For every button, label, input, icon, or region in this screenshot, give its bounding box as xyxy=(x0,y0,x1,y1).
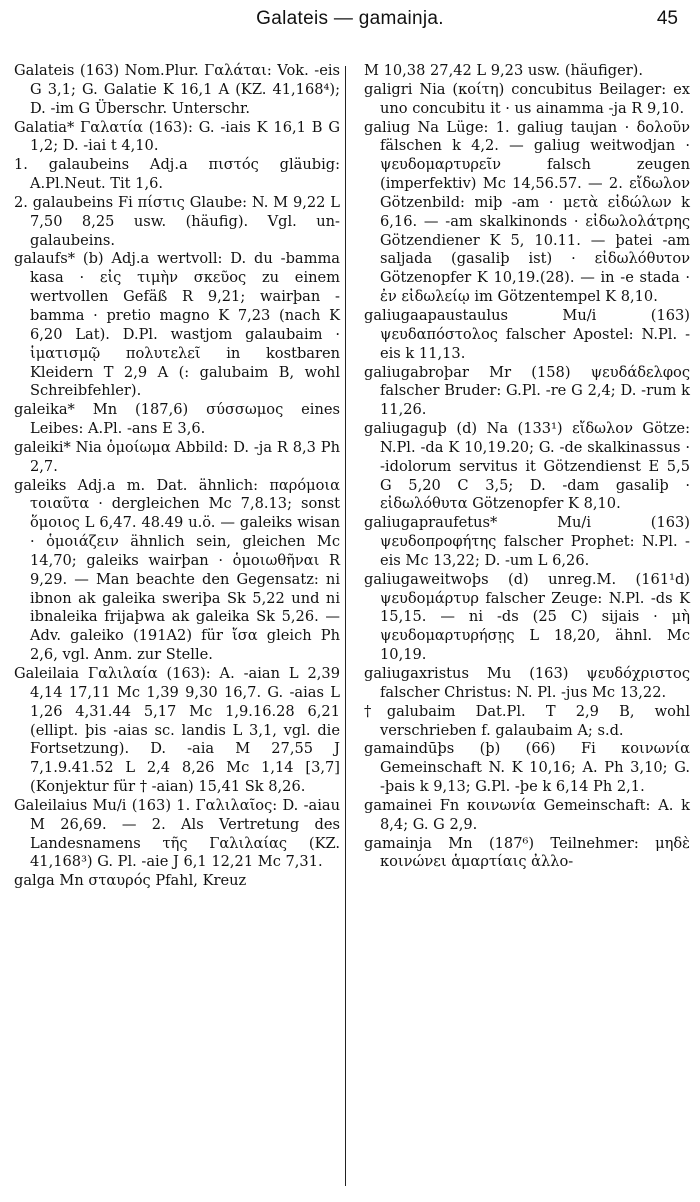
dictionary-entry: Galeilaius Mu/i (163) 1. Γαλιλαῖος: D. -aiau M 26,69. — 2. Als Vertretung des Landesnamens τῆς Γαλιλαίας (KZ. 41,168³) G. Pl. -aie J 6,1 12,21 Mc 7,31. xyxy=(14,796,340,871)
right-column xyxy=(364,62,690,872)
page-number: 45 xyxy=(656,8,678,29)
dictionary-entry: Galatia* Γαλατία (163): G. -iais K 16,1 B G 1,2; D. -iai t 4,10. xyxy=(14,118,340,155)
dictionary-entry: galeika* Mn (187,6) σύσσωμος eines Leibes: A.Pl. -ans E 3,6. xyxy=(14,401,340,438)
dictionary-entry: M 10,38 27,42 L 9,23 usw. (häufiger). xyxy=(364,62,644,79)
dictionary-entry: Galateis (163) Nom.Plur. Γαλάται: Vok. -eis G 3,1; G. Galatie K 16,1 A (KZ. 41,168⁴); D. -im G Überschr. Unterschr. xyxy=(14,62,340,117)
dictionary-entry: galiug Na Lüge: 1. galiug taujan · δολοῦν fälschen k 4,2. — galiug weitwodjan · ψευδομαρτυρεῖν falsch zeugen (imperfektiv) Mc 14,56.57. — 2. εἴδωλον Götzenbild: miþ -am · μετὰ εἰδώλων k 6,16. — -am skalkinonds · εἰδωλολάτρης Götzendiener K 5, 10.11. — þatei -am saljada (gasaliþ ist) · εἰδωλόθυτον Götzenopfer K 10,19.(28). — in -e stada · ἐν εἰδωλείῳ im Götzentempel K 8,10. xyxy=(364,118,690,306)
dictionary-entry: 1. galaubeins Adj.a πιστός gläubig: A.Pl.Neut. Tit 1,6. xyxy=(14,156,340,193)
dictionary-entry: galeiks Adj.a m. Dat. ähnlich: παρόμοια τοιαῦτα · dergleichen Mc 7,8.13; sonst ὅμοιος L 6,47. 48.49 u.ö. — galeiks wisan · ὁμοιάζειν ähnlich sein, gleichen Mc 14,70; galeiks wairþan · ὁμοιωθῆναι R 9,29. — Man beachte den Gegensatz: ni ibnon ak galeika sweriþa Sk 5,22 und ni ibnaleika frijaþwa ak galeika Sk 5,26. — Adv. galeiko (191A2) für ἴσα gleich Ph 2,6, vgl. Anm. zur Stelle. xyxy=(14,476,340,664)
dictionary-entry: gamainei Fn κοινωνία Gemeinschaft: A. k 8,4; G. G 2,9. xyxy=(364,796,690,833)
left-column xyxy=(14,62,340,891)
dictionary-entry: galeiki* Nia ὁμοίωμα Abbild: D. -ja R 8,3 Ph 2,7. xyxy=(14,438,340,475)
running-header xyxy=(0,8,700,36)
dictionary-entry: Galeilaia Γαλιλαία (163): A. -aian L 2,39 4,14 17,11 Mc 1,39 9,30 16,7. G. -aias L 1,26 4,31.44 5,17 Mc 1,9.16.28 6,21 (ellipt. þis -aias sc. landis L 3,1, vgl. die Fortsetzung). D. -aia M 27,55 J 7,1.9.41.52 L 2,4 8,26 Mc 1,14 [3,7] (Konjektur für † -aian) 15,41 Sk 8,26. xyxy=(14,665,340,796)
dictionary-entry: galigri Nia (κοίτη) concubitus Beilager: ex uno concubitu it · us ainamma -ja R 9,10. xyxy=(364,80,690,117)
dictionary-entry: galga Mn σταυρός Pfahl, Kreuz xyxy=(14,872,247,890)
dictionary-entry: †galubaim Dat.Pl. T 2,9 B, wohl verschrieben f. galaubaim A; s.d. xyxy=(364,702,690,739)
page-title: Galateis — gamainja. xyxy=(256,8,444,29)
dictionary-entry: galiugaapaustaulus Mu/i (163) ψευδαπόστολος falscher Apostel: N.Pl. -eis k 11,13. xyxy=(364,306,690,362)
dictionary-entry: gamaindūþs (þ) (66) Fi κοινωνία Gemeinschaft N. K 10,16; A. Ph 3,10; G. -þais k 9,13; G.Pl. -þe k 6,14 Ph 2,1. xyxy=(364,740,690,796)
dictionary-entry: galiugaweitwoþs (d) unreg.M. (161¹d) ψευδομάρτυρ falscher Zeuge: N.Pl. -ds K 15,15. — ni -ds (25 C) sijais · μὴ ψευδομαρτυρήσῃς L 18,20, ähnl. Mc 10,19. xyxy=(364,570,690,664)
dictionary-entry: galiugapraufetus* Mu/i (163) ψευδοπροφήτης falscher Prophet: N.Pl. -eis Mc 13,22; D. -um L 6,26. xyxy=(364,514,690,569)
dictionary-entry: galiugabroþar Mr (158) ψευδάδελφος falscher Bruder: G.Pl. -re G 2,4; D. -rum k 11,26. xyxy=(364,363,690,419)
dictionary-entry: 2. galaubeins Fi πίστις Glaube: N. M 9,22 L 7,50 8,25 usw. (häufig). Vgl. un-galaubeins. xyxy=(14,193,340,249)
dictionary-entry: gamainja Mn (187⁶) Teilnehmer: μηδὲ κοινώνει ἁμαρτίαις ἀλλο- xyxy=(364,834,690,871)
dictionary-entry: galiugaxristus Mu (163) ψευδόχριστος falscher Christus: N. Pl. -jus Mc 13,22. xyxy=(364,665,690,701)
dictionary-entry: galaufs* (b) Adj.a wertvoll: D. du -bamma kasa · εἰς τιμὴν σκεῦος zu einem wertvollen Gefäß R 9,21; wairþan -bamma · pretio magno K 7,23 (nach K 6,20 Lat). D.Pl. wastjom galaubaim · ἱματισμῷ πολυτελεῖ in kostbaren Kleidern T 2,9 A (: galubaim B, wohl Schreibfehler). xyxy=(14,250,340,400)
column-divider xyxy=(345,66,346,1186)
dictionary-entry: galiugaguþ (d) Na (133¹) εἴδωλον Götze: N.Pl. -da K 10,19.20; G. -de skalkinassus · -idolorum servitus it Götzendienst E 5,5 G 5,20 C 3,5; D. -dam gasaliþ · εἰδωλόθυτα Götzenopfer K 8,10. xyxy=(364,420,690,513)
